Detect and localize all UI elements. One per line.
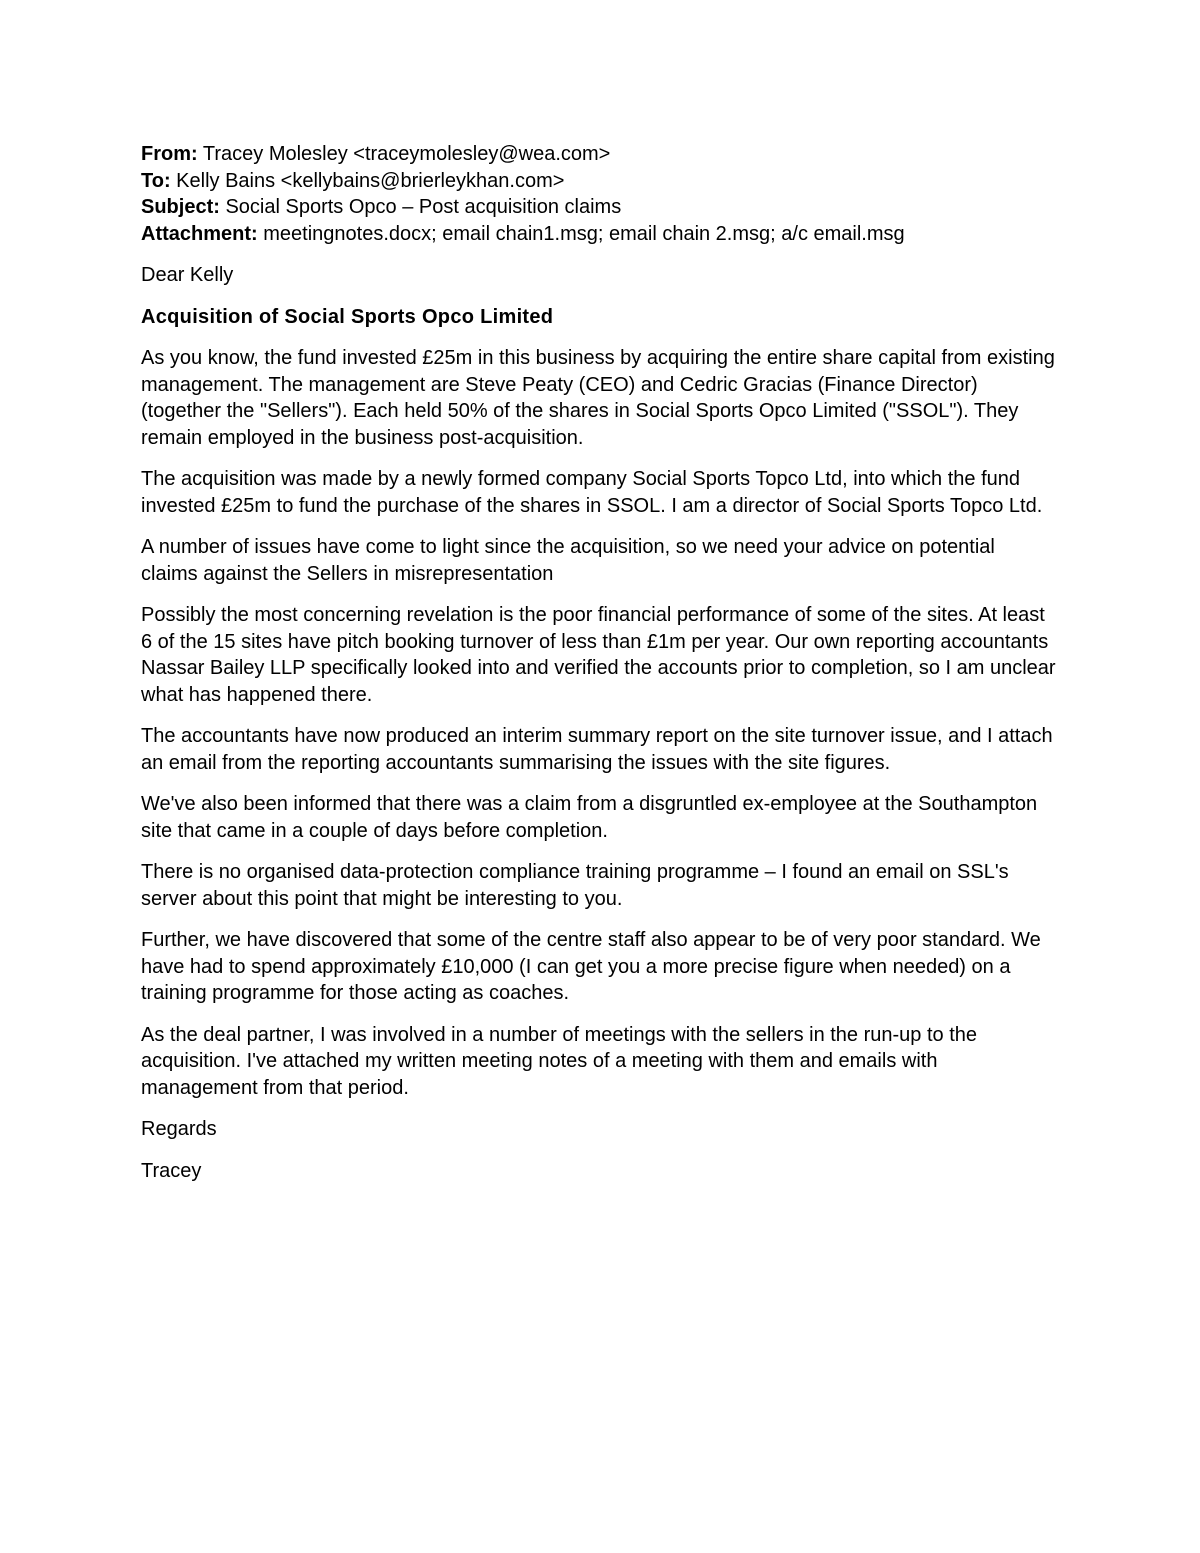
body-paragraph: There is no organised data-protection compliance training programme – I found an email on SSL's server about this point that might be interesting to you. (141, 861, 1009, 910)
body-paragraph: As you know, the fund invested £25m in this business by acquiring the entire share capital from existing management. The management are Steve Peaty (CEO) and Cedric Gracias (Finance Director) (together the "Sellers"). Each held 50% of the shares in Social Sports Opco Limited ("SSOL"). They remain employed in the business post-acquisition. (141, 347, 1055, 449)
salutation: Dear Kelly (141, 264, 234, 286)
to-label: To: (141, 169, 171, 192)
from-line (141, 141, 1056, 168)
attachment-line (141, 221, 1056, 248)
body-heading: Acquisition of Social Sports Opco Limited (141, 305, 554, 328)
from-label: From: (141, 143, 198, 165)
email-document (141, 141, 1056, 1184)
attachment-value: meetingnotes.docx; email chain1.msg; email chain 2.msg; a/c email.msg (263, 222, 905, 245)
body-paragraph: We've also been informed that there was a claim from a disgruntled ex-employee at the Southampton site that came in a couple of days before completion. (141, 793, 1038, 842)
subject-label: Subject: (141, 196, 220, 218)
body-paragraph: A number of issues have come to light since the acquisition, so we need your advice on potential claims against the Sellers in misrepresentation (141, 536, 995, 585)
from-value: Tracey Molesley <traceymolesley@wea.com> (202, 143, 611, 165)
body-paragraph: The accountants have now produced an interim summary report on the site turnover issue, and I attach an email from the reporting accountants summarising the issues with the site figures. (141, 725, 1053, 774)
body-paragraph: As the deal partner, I was involved in a number of meetings with the sellers in the run-up to the acquisition. I've attached my written meeting notes of a meeting with them and emails with management from that period. (141, 1023, 978, 1099)
attachment-label: Attachment: (141, 222, 258, 245)
email-header (141, 141, 1056, 247)
body-paragraph: The acquisition was made by a newly formed company Social Sports Topco Ltd, into which the fund invested £25m to fund the purchase of the shares in SSOL. I am a director of Social Sports Topco Ltd. (141, 468, 1043, 517)
body-paragraph: Further, we have discovered that some of the centre staff also appear to be of very poor standard. We have had to spend approximately £10,000 (I can get you a more precise figure when needed) on a training programme for those acting as coaches. (141, 929, 1041, 1004)
subject-value: Social Sports Opco – Post acquisition claims (225, 196, 622, 218)
subject-line (141, 194, 1056, 221)
to-line (141, 168, 1056, 195)
signature: Tracey (141, 1159, 202, 1182)
closing: Regards (141, 1118, 217, 1140)
body-paragraph: Possibly the most concerning revelation is the poor financial performance of some of the sites. At least 6 of the 15 sites have pitch booking turnover of less than £1m per year. Our own reporting accountants Nassar Bailey LLP specifically looked into and verified the accounts prior to completion, so I am unclear what has happened there. (141, 604, 1056, 706)
to-value: Kelly Bains <kellybains@brierleykhan.com> (176, 169, 565, 192)
